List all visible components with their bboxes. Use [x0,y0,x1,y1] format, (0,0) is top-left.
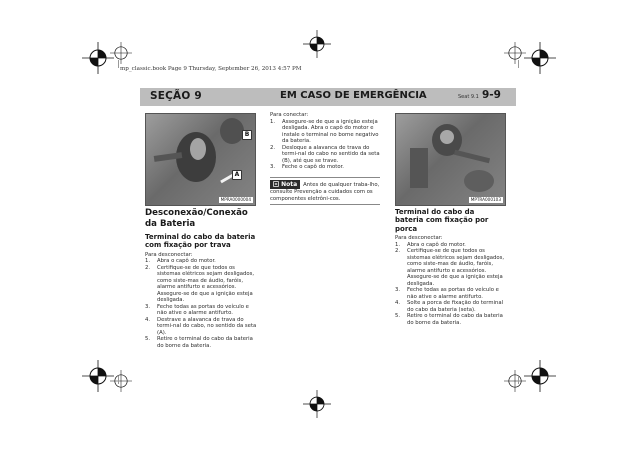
list-item: 1. Abra o capô do motor. [395,241,466,248]
list-item: 1. Assegure-se de que a ignição esteja desligada. Abra o capô do motor e instale o terminal no borne negativo da bateria. [270,118,379,145]
right-column [395,208,505,326]
procedure-list [145,258,257,349]
list-item: 2. Certifique-se de que todos os sistemas elétricos sejam desligados, como siste-mas de áudio, faróis, alarme antifurto e acessórios. Assegure-se de que a ignição esteja desligada. [395,248,505,287]
registration-mark-icon [504,42,526,64]
list-item: 4. Solte a porca de fixação do terminal do cabo da bateria (seta). [395,300,504,313]
list-item: 1. Abra o capô do motor. [145,258,216,265]
list-item: 3. Feche o capô do motor. [270,164,344,171]
list-item: 3. Feche todas as portas do veículo e não ative o alarme antifurto. [145,303,249,317]
crop-line [118,60,119,68]
crop-line [118,376,119,384]
callout-b: B [242,130,252,140]
registration-mark-icon [524,360,556,392]
list-item: 3. Feche todas as portas do veículo e não ative o alarme antifurto. [395,287,499,300]
procedure-intro: Para desconectar: [145,251,193,258]
section-heading: Desconexão/Conexão da Bateria [145,208,248,229]
registration-mark-icon [524,42,556,74]
note-box [270,177,380,206]
registration-mark-icon [303,30,331,58]
callout-a: A [232,170,242,180]
list-item: 5. Retire o terminal do cabo da bateria do borne da bateria. [395,313,503,326]
procedure-list [395,242,505,327]
chapter-title: EM CASO DE EMERGÊNCIA [280,90,427,101]
list-item: 5. Retire o terminal do cabo da bateria do borne da bateria. [145,336,253,349]
image-caption: MPTRA000103 [470,197,501,202]
page-number: 9-9 [482,89,501,101]
battery-terminal-nut-photo [395,113,506,206]
list-item: 4. Destrave a alavanca de trava do termi-nal do cabo, no sentido da seta (A). [145,316,257,336]
procedure-intro: Para desconectar: [395,235,443,242]
procedure-list [270,119,380,171]
sub-heading: Terminal do cabo da bateria com fixação por trava [145,233,256,250]
registration-mark-icon [504,370,526,392]
crop-line [518,60,519,68]
left-column [145,208,257,349]
list-item: 2. Desloque a alavanca de trava do termi-nal do cabo no sentido da seta (B), até que se trave. [270,144,380,164]
crop-line [518,376,519,384]
registration-mark-icon [303,390,331,418]
page-reference-small: Seat 9.1 [458,94,479,100]
registration-mark-icon [110,42,132,64]
note-label: Nota [270,180,300,190]
battery-terminal-lever-photo [145,113,256,206]
list-item: 2. Certifique-se de que todos os sistemas elétricos sejam desligados, como siste-mas de áudio, faróis, alarme antifurto e acessórios. Assegure-se de que a ignição esteja desligada. [145,264,255,304]
image-caption: MPRA0000004 [220,197,251,202]
section-label: SEÇÃO 9 [150,90,202,102]
file-meta-line: mp_classic.book Page 9 Thursday, September 26, 2013 4:57 PM [120,66,302,72]
sub-heading: Terminal do cabo da bateria com fixação por porca [395,208,489,233]
procedure-intro: Para conectar: [270,112,309,118]
note-text: Antes de qualquer traba-lho, consulte Prevenção a cuidados com os componentes eletrôni-cos. [270,181,380,202]
middle-column [270,112,380,205]
registration-mark-icon [110,370,132,392]
note-icon [273,181,279,187]
